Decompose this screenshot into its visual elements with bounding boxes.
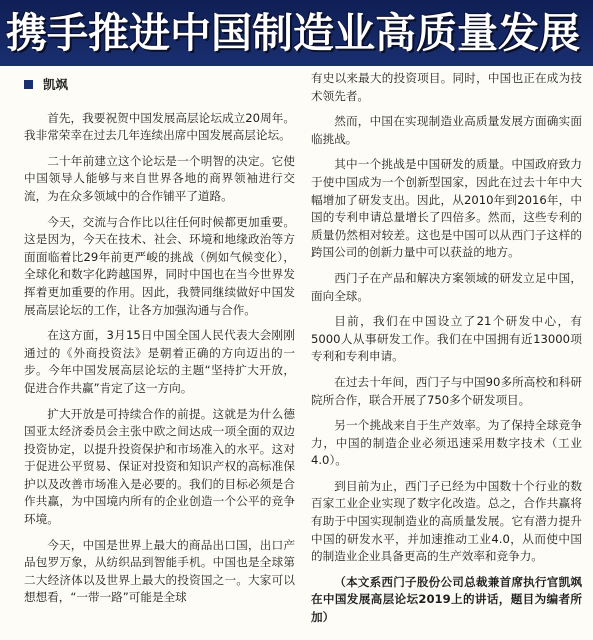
- paragraph: 首先，我要祝贺中国发展高层论坛成立20周年。我非常荣幸在过去几年连续出席中国发展高层论坛。: [24, 110, 295, 143]
- paragraph: 西门子在产品和解决方案领域的研发立足中国，面向全球。: [311, 270, 582, 303]
- paragraph: 扩大开放是可持续合作的前提。这就是为什么德国亚太经济委员会主张中欧之间达成一项全面的双边投资协定，以提升投资保护和市场准入的水平。这对于促进公平贸易、保证对投资和知识产权的高标准保护以及改善市场准入是必要的。我们的目标必须是合作共赢，为中国境内所有的企业创造一个公平的竞争环境。: [24, 406, 295, 527]
- square-bullet-icon: [24, 80, 33, 89]
- paragraph: 其中一个挑战是中国研发的质量。中国政府致力于使中国成为一个创新型国家，因此在过去十年中大幅增加了研发支出。因此，从2010年到2016年，中国的专利申请总量增长了四倍多。然而，这些专利的质量仍然相对较差。这也是中国可以从西门子这样的跨国公司的创新力量中可以获益的地方。: [311, 157, 582, 260]
- title-banner: [0, 0, 593, 66]
- author-name: 凯飒: [43, 77, 69, 92]
- right-column: [311, 70, 582, 627]
- paragraph: 二十年前建立这个论坛是一个明智的决定。它使中国领导人能够与来自世界各地的商界领袖进行交流，为在众多领域中的合作铺平了道路。: [24, 153, 295, 203]
- paragraph: 到目前为止，西门子已经为中国数十个行业的数百家工业企业实现了数字化改造。总之，合作共赢将有助于中国实现制造业的高质量发展。它有潜力提升中国的研发水平，并加速推动工业4.0，从而使中国的制造业企业具备更高的生产效率和竞争力。: [311, 478, 582, 564]
- editor-note: （本文系西门子股份公司总裁兼首席执行官凯飒在中国发展高层论坛2019上的讲话，题目为编者所加）: [311, 574, 582, 625]
- left-column: [24, 76, 295, 607]
- paragraph: 今天，交流与合作比以往任何时候都更加重要。这是因为，今天在技术、社会、环境和地缘政治等方面面临着比29年前更严峻的挑战（例如气候变化），全球化和数字化跨越国界，同时中国也在当今世界发挥着更加重要的作用。因此，我赞同继续做好中国发展高层论坛的工作，让各方加强沟通与合作。: [24, 214, 295, 317]
- paragraph: 目前，我们在中国设立了21个研发中心，有5000人从事研发工作。我们在中国拥有近13000项专利和专利申请。: [311, 314, 582, 364]
- paragraph: 在过去十年间，西门子与中国90多所高校和科研院所合作，联合开展了750多个研发项目。: [311, 374, 582, 407]
- author-byline: [24, 76, 295, 94]
- paragraph: 另一个挑战来自于生产效率。为了保持全球竞争力，中国的制造企业必须迅速采用数字技术（工业4.0）。: [311, 418, 582, 468]
- paragraph: 然而，中国在实现制造业高质量发展方面确实面临挑战。: [311, 114, 582, 146]
- paragraph-continuation: 有史以来最大的投资项目。同时，中国也正在成为技术领先者。: [311, 71, 582, 103]
- paragraph: 在这方面，3月15日中国全国人民代表大会刚刚通过的《外商投资法》是朝着正确的方向迈出的一步。今年中国发展高层论坛的主题“坚持扩大开放，促进合作共赢”肯定了这一方向。: [24, 328, 295, 395]
- article-title: 携手推进中国制造业高质量发展: [6, 9, 580, 57]
- paragraph: 今天，中国是世界上最大的商品出口国，出口产品包罗万象，从纺织品到智能手机。中国也是全球第二大经济体以及世界上最大的投资国之一。大家可以想想看，“一带一路”可能是全球: [24, 537, 295, 605]
- article-body: [0, 66, 593, 640]
